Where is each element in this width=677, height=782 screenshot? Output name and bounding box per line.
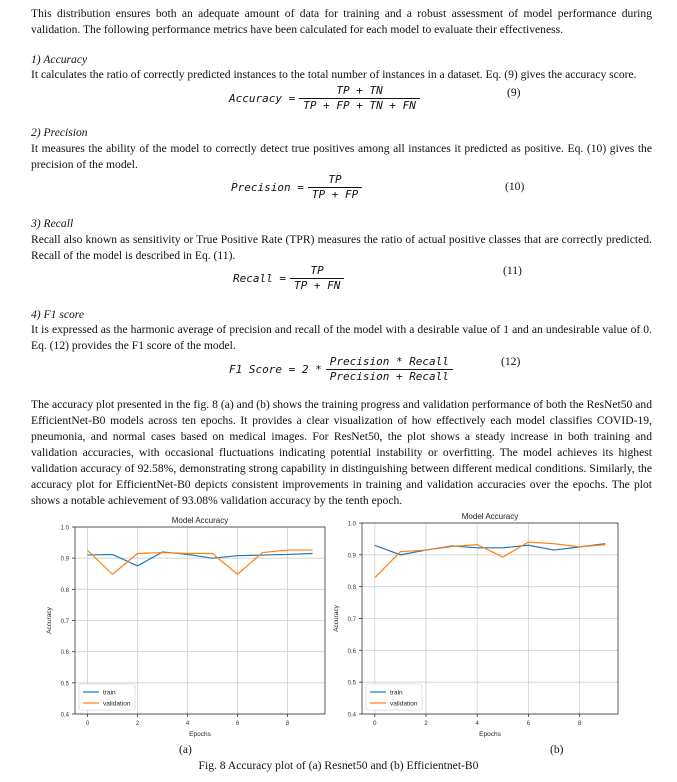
equation-number: (11) (503, 264, 522, 277)
intro-paragraph: This distribution ensures both an adequate amount of data for training and a robust assessment of model performance during validation. The following performance metrics have been calculated for each model to evaluate their effectiveness. (31, 7, 652, 36)
y-tick-label: 0.8 (60, 587, 69, 594)
x-tick-label: 2 (135, 721, 140, 727)
y-tick-label: 0.7 (60, 619, 69, 625)
equation-denominator: TP + FN (290, 278, 344, 293)
precision-heading: 2) Precision (31, 126, 88, 139)
y-tick-label: 0.8 (347, 585, 356, 592)
equation-fraction (290, 264, 344, 293)
y-tick-label: 1.0 (347, 521, 356, 528)
y-tick-label: 0.6 (60, 650, 69, 657)
x-tick-label: 0 (373, 721, 377, 727)
recall-equation (233, 264, 344, 293)
equation-fraction (326, 355, 453, 384)
y-tick-label: 0.4 (60, 712, 69, 719)
accuracy-chart-efficientnet (332, 508, 624, 740)
chart-title: Model Accuracy (171, 516, 229, 525)
f1-heading: 4) F1 score (31, 308, 85, 321)
equation-lhs: Recall = (233, 272, 286, 285)
y-tick-label: 0.7 (347, 617, 356, 623)
x-axis-label: Epochs (189, 731, 211, 738)
equation-lhs: F1 Score = 2 * (229, 363, 322, 376)
y-tick-label: 0.9 (60, 556, 69, 563)
equation-lhs: Accuracy = (229, 92, 296, 105)
equation-denominator: Precision + Recall (326, 369, 453, 384)
equation-number: (12) (501, 355, 521, 368)
legend-label-train: train (390, 689, 403, 697)
legend-label-validation: validation (103, 700, 131, 708)
subfigure-label-a: (a) (179, 743, 192, 756)
y-tick-label: 0.5 (347, 680, 356, 687)
equation-fraction (299, 84, 420, 113)
accuracy-text: It calculates the ratio of correctly predicted instances to the total number of instances in a dataset. Eq. (9) gives the accuracy score. (31, 68, 637, 81)
x-tick-label: 6 (235, 721, 240, 727)
accuracy-chart-resnet50 (40, 512, 330, 740)
equation-numerator: TP (328, 173, 342, 186)
f1-text: It is expressed as the harmonic average of precision and recall of the model with a desirable value of 1 and an undesirable value of 0. Eq. (12) provides the F1 score of the model. (31, 323, 652, 352)
y-tick-label: 0.9 (347, 553, 356, 560)
equation-numerator: TP (310, 264, 324, 277)
discussion-paragraph: The accuracy plot presented in the fig. 8 (a) and (b) shows the training progress and validation performance of both the ResNet50 and EfficientNet-B0 models across ten epochs. It provides a clear visualization of how effectively each model classifies COVID-19, pneumonia, and normal cases based on medical images. For ResNet50, the plot shows a steady increase in both training and validation accuracies, with occasional fluctuations indicating potential instability or overfitting. The model achieves its highest validation accuracy of 92.58%, demonstrating strong capability in distinguishing between different medical conditions. Similarly, the accuracy plot for EfficientNet-B0 depicts consistent improvements in training and validation accuracies over the epochs. The plot shows a notable achievement of 93.08% validation accuracy by the tenth epoch. (31, 398, 652, 507)
recall-heading: 3) Recall (31, 217, 74, 230)
equation-numerator: TP + TN (336, 84, 383, 97)
equation-denominator: TP + FP + TN + FN (299, 98, 420, 113)
legend-label-train: train (103, 689, 116, 697)
f1-equation (229, 355, 453, 384)
x-tick-label: 8 (285, 721, 290, 727)
equation-numerator: Precision * Recall (329, 355, 449, 368)
x-tick-label: 4 (475, 721, 479, 727)
series-line-validation (88, 550, 313, 574)
subfigure-label-b: (b) (550, 743, 564, 756)
x-tick-label: 0 (85, 721, 90, 727)
figure-caption: Fig. 8 Accuracy plot of (a) Resnet50 and (b) Efficientnet-B0 (198, 759, 479, 772)
y-tick-label: 0.5 (60, 681, 69, 688)
x-tick-label: 4 (185, 721, 190, 727)
x-tick-label: 8 (577, 721, 582, 727)
y-tick-label: 0.4 (347, 712, 356, 719)
x-tick-label: 2 (424, 721, 428, 727)
equation-number: (10) (505, 180, 525, 193)
y-tick-label: 0.6 (347, 648, 356, 655)
y-tick-label: 1.0 (60, 525, 69, 532)
precision-text: It measures the ability of the model to correctly detect true positives among all instances it predicted as positive. Eq. (10) gives the precision of the model. (31, 142, 652, 171)
y-axis-label: Accuracy (333, 605, 340, 632)
y-axis-label: Accuracy (46, 607, 53, 634)
chart-title: Model Accuracy (461, 512, 519, 521)
accuracy-heading: 1) Accuracy (31, 53, 88, 66)
x-axis-label: Epochs (479, 731, 501, 738)
equation-lhs: Precision = (231, 181, 304, 194)
equation-number: (9) (507, 86, 521, 99)
accuracy-equation (229, 84, 420, 113)
equation-fraction (308, 173, 362, 202)
x-tick-label: 6 (526, 721, 531, 727)
legend-label-validation: validation (390, 700, 418, 708)
equation-denominator: TP + FP (308, 187, 362, 202)
recall-text: Recall also known as sensitivity or True Positive Rate (TPR) measures the ratio of actual positive classes that are correctly predicted. Recall of the model is described in Eq. (11). (31, 233, 652, 262)
precision-equation (231, 173, 362, 202)
